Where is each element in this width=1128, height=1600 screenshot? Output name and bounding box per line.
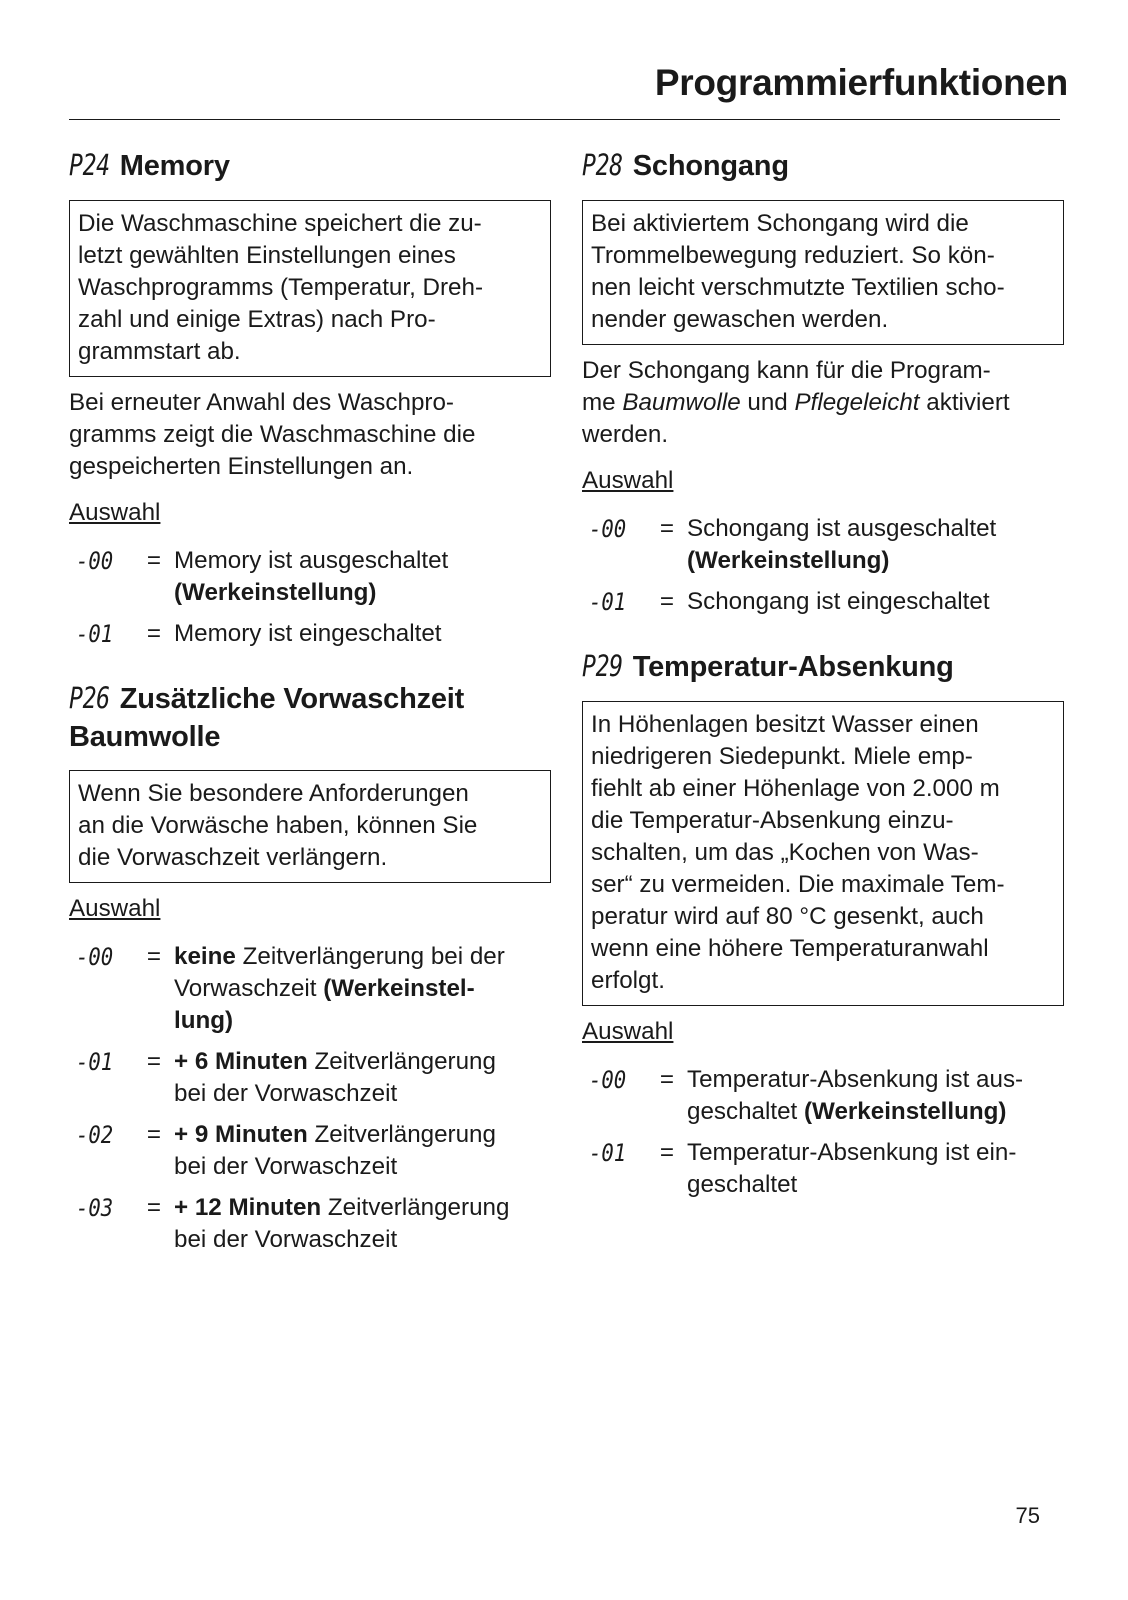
equals-sign: = <box>659 1139 675 1166</box>
equals-sign: = <box>146 1121 162 1148</box>
equals-sign: = <box>146 1194 162 1221</box>
program-code: P26 <box>69 681 110 715</box>
factory-setting-label: (Werkeinstel- lung) <box>174 975 475 1034</box>
section-heading-p28 <box>582 146 1064 185</box>
equals-sign: = <box>659 1066 675 1093</box>
program-code: P28 <box>582 148 623 182</box>
option-text: Temperatur-Absenkung ist aus- geschaltet (Werkeinstellung) <box>687 1066 1024 1125</box>
option-row <box>69 1192 551 1256</box>
option-code: -01 <box>589 588 627 616</box>
option-text: Schongang ist eingeschaltet <box>687 588 990 615</box>
option-code: -03 <box>76 1194 114 1222</box>
auswahl-label: Auswahl <box>69 499 161 526</box>
equals-sign: = <box>146 1048 162 1075</box>
left-column <box>69 146 551 1265</box>
section-title: Zusätzliche Vorwaschzeit <box>119 683 465 715</box>
right-column <box>582 146 1064 1210</box>
equals-sign: = <box>659 588 675 615</box>
factory-setting-label: (Werkeinstellung) <box>804 1098 1007 1125</box>
option-row <box>69 941 551 1037</box>
info-box: Wenn Sie besondere Anforderungen an die Vorwäsche haben, können Sie die Vorwaschzeit verlängern. <box>69 770 551 883</box>
equals-sign: = <box>146 943 162 970</box>
auswahl-label: Auswahl <box>582 467 674 494</box>
option-text: Schongang ist ausgeschaltet (Werkeinstellung) <box>687 515 997 574</box>
equals-sign: = <box>146 547 162 574</box>
info-box: In Höhenlagen besitzt Wasser einen niedrigeren Siedepunkt. Miele emp- fiehlt ab einer Höhenlage von 2.000 m die Temperatur-Absenkung einzu- schalten, um das „Kochen von Was- ser“ zu vermeiden. Die maximale Tem- peratur wird auf 80 °C gesenkt, auch wenn eine höhere Temperaturanwahl erfolgt. <box>582 701 1064 1006</box>
section-heading-p24 <box>69 146 551 185</box>
program-code: P24 <box>69 148 110 182</box>
info-box: Die Waschmaschine speichert die zu- letzt gewählten Einstellungen eines Waschprogramms (Temperatur, Dreh- zahl und einige Extras) nach Pro- grammstart ab. <box>69 200 551 377</box>
section-title: Temperatur-Absenkung <box>632 651 954 683</box>
auswahl-label: Auswahl <box>582 1018 674 1045</box>
option-row <box>582 1137 1064 1201</box>
option-row <box>582 1064 1064 1128</box>
title-divider <box>69 119 1060 120</box>
option-row <box>582 586 1064 618</box>
page-title: Programmierfunktionen <box>654 62 1068 103</box>
auswahl-label: Auswahl <box>69 895 161 922</box>
section-title: Schongang <box>632 150 789 182</box>
equals-sign: = <box>146 620 162 647</box>
option-code: -00 <box>76 943 114 971</box>
section-heading-p26 <box>69 679 551 756</box>
option-code: -02 <box>76 1121 114 1149</box>
info-box: Bei aktiviertem Schongang wird die Trommelbewegung reduziert. So kön- nen leicht verschmutzte Textilien scho- nender gewaschen werden. <box>582 200 1064 345</box>
option-text: keine Zeitverlängerung bei der Vorwaschzeit (Werkeinstel- lung) <box>174 943 505 1034</box>
option-row <box>69 545 551 609</box>
option-text: Temperatur-Absenkung ist ein- geschaltet <box>687 1139 1017 1198</box>
factory-setting-label: (Werkeinstellung) <box>687 547 890 574</box>
option-text: + 12 Minuten Zeitverlängerung bei der Vorwaschzeit <box>174 1194 510 1253</box>
option-text: Memory ist ausgeschaltet (Werkeinstellung) <box>174 547 449 606</box>
option-text: Memory ist eingeschaltet <box>174 620 442 647</box>
option-code: -00 <box>589 515 627 543</box>
option-code: -01 <box>76 620 114 648</box>
option-row <box>69 618 551 650</box>
paragraph: Der Schongang kann für die Program- me Baumwolle und Pflegeleicht aktiviert werden. <box>582 357 1010 448</box>
option-text: + 9 Minuten Zeitverlängerung bei der Vorwaschzeit <box>174 1121 496 1180</box>
section-title: Memory <box>119 150 230 182</box>
option-row <box>69 1046 551 1110</box>
section-heading-p29 <box>582 647 1064 686</box>
option-code: -00 <box>76 547 114 575</box>
option-code: -01 <box>589 1139 627 1167</box>
program-code: P29 <box>582 649 623 683</box>
option-row <box>69 1119 551 1183</box>
factory-setting-label: (Werkeinstellung) <box>174 579 377 606</box>
option-code: -00 <box>589 1066 627 1094</box>
page-number: 75 <box>1015 1503 1040 1528</box>
option-code: -01 <box>76 1048 114 1076</box>
option-row <box>582 513 1064 577</box>
section-title-line2: Baumwolle <box>69 721 221 753</box>
option-text: + 6 Minuten Zeitverlängerung bei der Vorwaschzeit <box>174 1048 496 1107</box>
paragraph: Bei erneuter Anwahl des Waschpro- gramms zeigt die Waschmaschine die gespeicherten Einstellungen an. <box>69 389 476 480</box>
equals-sign: = <box>659 515 675 542</box>
